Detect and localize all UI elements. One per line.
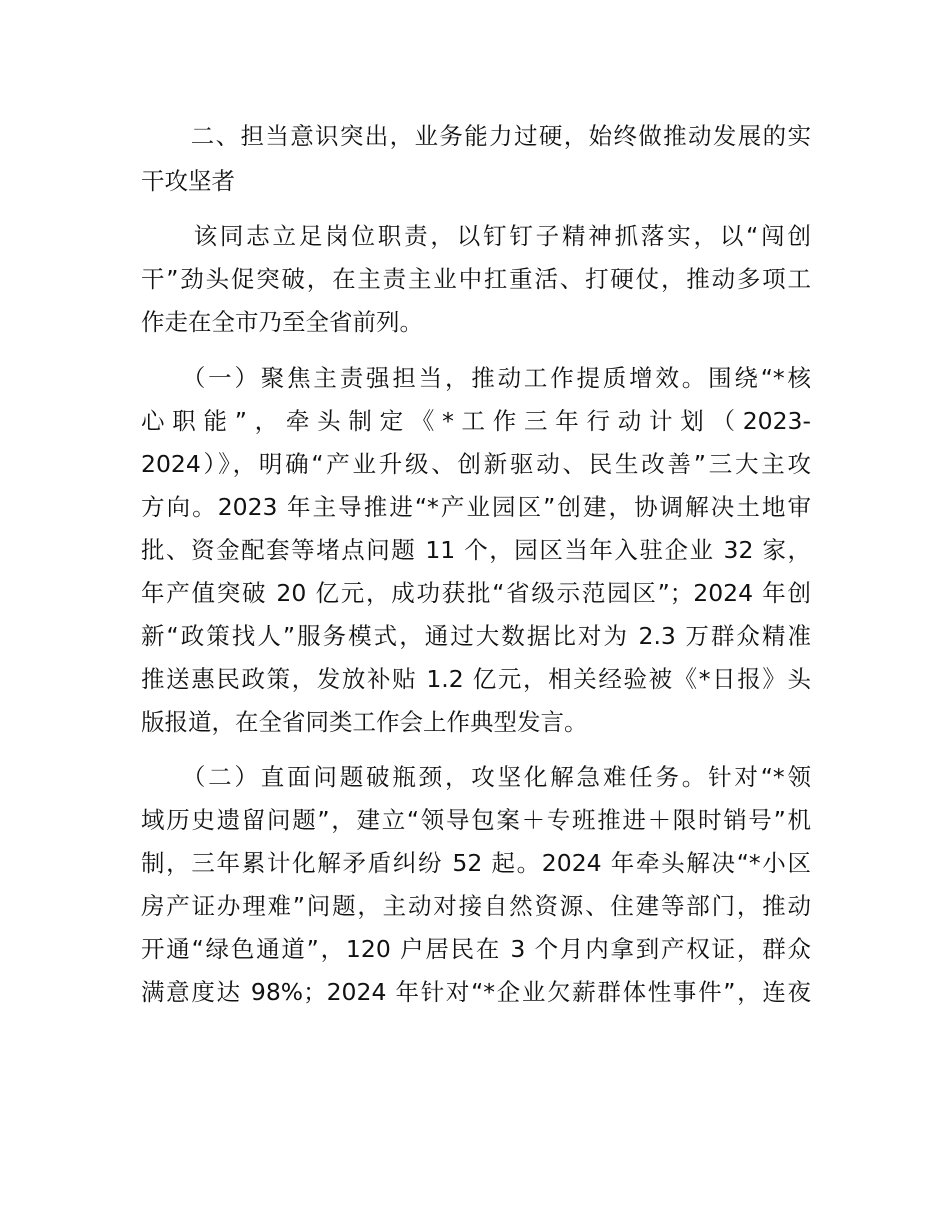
paragraph-one-line-4: 方向。2023 年主导推进“*产业园区”创建，协调解决土地审 <box>141 493 811 521</box>
paragraph-one-line-5: 批、资金配套等堵点问题 11 个，园区当年入驻企业 32 家， <box>141 536 811 564</box>
paragraph-one-line-6: 年产值突破 20 亿元，成功获批“省级示范园区”；2024 年创 <box>141 579 811 607</box>
paragraph-one-line-9: 版报道，在全省同类工作会上作典型发言。 <box>141 708 588 736</box>
paragraph-intro-line-1: 该同志立足岗位职责，以钉钉子精神抓落实，以“闯创 <box>141 222 811 250</box>
paragraph-one-line-3: 2024）》，明确“产业升级、创新驱动、民生改善”三大主攻 <box>141 450 811 478</box>
paragraph-one-line-8: 推送惠民政策，发放补贴 1.2 亿元，相关经验被《*日报》头 <box>141 665 811 693</box>
paragraph-two-line-5: 开通“绿色通道”，120 户居民在 3 个月内拿到产权证，群众 <box>141 935 811 963</box>
paragraph-two-line-1: （二）直面问题破瓶颈，攻坚化解急难任务。针对“*领 <box>141 763 811 791</box>
paragraph-two-line-2: 域历史遗留问题”，建立“领导包案＋专班推进＋限时销号”机 <box>141 806 811 834</box>
paragraph-intro-line-3: 作走在全市乃至全省前列。 <box>141 308 423 336</box>
section-heading-line-1: 二、担当意识突出，业务能力过硬，始终做推动发展的实 <box>141 122 811 150</box>
paragraph-one-line-2: 心职能”，牵头制定《*工作三年行动计划（2023- <box>141 407 811 435</box>
paragraph-two-line-3: 制，三年累计化解矛盾纠纷 52 起。2024 年牵头解决“*小区 <box>141 849 811 877</box>
section-heading-line-2: 干攻坚者 <box>141 167 235 195</box>
paragraph-intro-line-2: 干”劲头促突破，在主责主业中扛重活、打硬仗，推动多项工 <box>141 265 811 293</box>
paragraph-two-line-6: 满意度达 98%；2024 年针对“*企业欠薪群体性事件”，连夜 <box>141 978 811 1006</box>
paragraph-one-line-7: 新“政策找人”服务模式，通过大数据比对为 2.3 万群众精准 <box>141 622 811 650</box>
paragraph-one-line-1: （一）聚焦主责强担当，推动工作提质增效。围绕“*核 <box>141 364 811 392</box>
paragraph-two-line-4: 房产证办理难”问题，主动对接自然资源、住建等部门，推动 <box>141 892 811 920</box>
